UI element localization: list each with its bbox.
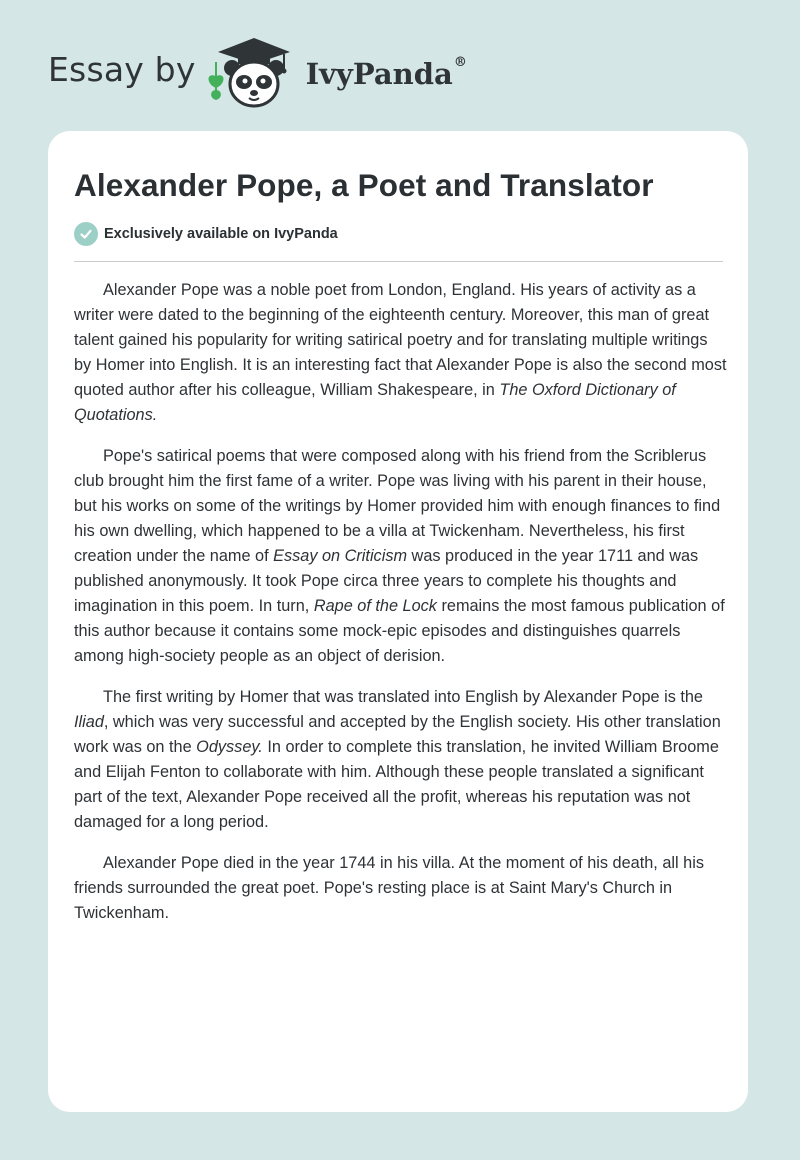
registered-mark: ®	[453, 55, 467, 70]
book-title: Essay on Criticism	[273, 547, 408, 565]
brand-name[interactable]: IvyPanda®	[305, 55, 467, 91]
paragraph-3: The first writing by Homer that was translated into English by Alexander Pope is the Iliad, which was very successful and accepted by the English society. His other translation work was on the Odyssey. In order to complete this translation, he invited William Broome and Elijah Fenton to collaborate with him. Although these people translated a significant part of the text, Alexander Pope received all the profit, whereas his reputation was not damaged for a long period.	[74, 688, 721, 831]
book-title: The Oxford Dictionary of Quotations.	[74, 381, 676, 424]
check-icon	[74, 222, 98, 246]
site-header	[48, 32, 467, 112]
essay-body	[74, 278, 727, 942]
page-title: Alexander Pope, a Poet and Translator	[74, 167, 654, 203]
book-title: Iliad	[74, 713, 104, 731]
essay-card	[48, 131, 748, 1112]
essay-by-label: Essay by	[48, 49, 196, 89]
panda-graduate-icon[interactable]	[208, 32, 300, 112]
exclusive-badge-label: Exclusively available on IvyPanda	[104, 226, 338, 242]
paragraph-1: Alexander Pope was a noble poet from London, England. His years of activity as a writer were dated to the beginning of the eighteenth century. Moreover, this man of great talent gained his popularity for writing satirical poetry and for translating multiple writings by Homer into English. It is an interesting fact that Alexander Pope is also the second most quoted author after his colleague, William Shakespeare, in The Oxford Dictionary of Quotations.	[74, 281, 727, 424]
book-title: Odyssey.	[196, 738, 263, 756]
book-title: Rape of the Lock	[313, 597, 437, 615]
title-divider	[74, 261, 723, 262]
paragraph-2: Pope's satirical poems that were composed along with his friend from the Scriblerus club brought him the first fame of a writer. Pope was living with his parent in their house, but his works on some of the writings by Homer provided him with enough finances to find his own dwelling, which happened to be a villa at Twickenham. Nevertheless, his first creation under the name of Essay on Criticism was produced in the year 1711 and was published anonymously. It took Pope circa three years to complete his thoughts and imagination in this poem. In turn, Rape of the Lock remains the most famous publication of this author because it contains some mock-epic episodes and distinguishes quarrels among high-society people as an object of derision.	[74, 447, 725, 665]
exclusive-badge	[74, 222, 338, 246]
paragraph-4: Alexander Pope died in the year 1744 in his villa. At the moment of his death, all his friends surrounded the great poet. Pope's resting place is at Saint Mary's Church in Twickenham.	[74, 854, 704, 922]
